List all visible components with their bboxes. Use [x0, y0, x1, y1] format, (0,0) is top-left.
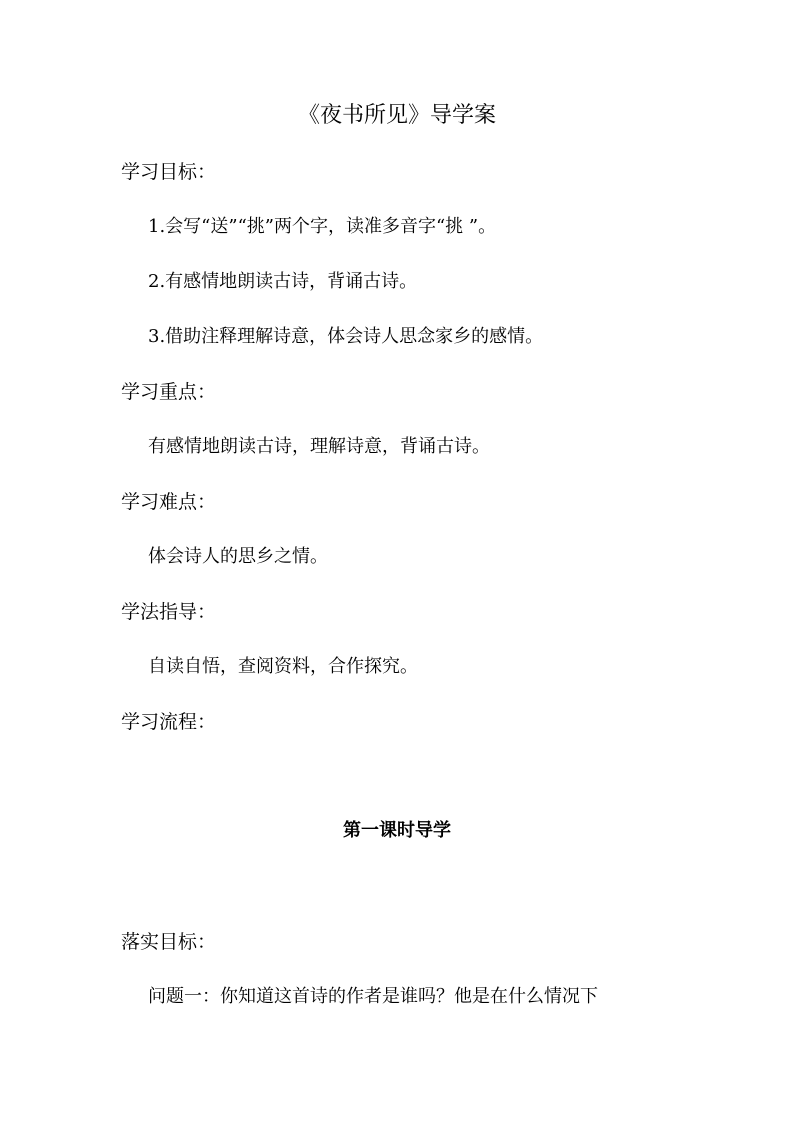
method-heading: 学法指导：: [121, 601, 217, 623]
objective-item-1: 1.会写“送”“挑”两个字，读准多音字“挑 ”。: [148, 216, 497, 237]
objective-item-3: 3.借助注释理解诗意，体会诗人思念家乡的感情。: [148, 326, 544, 347]
goal-heading: 落实目标：: [121, 931, 217, 953]
key-points-heading: 学习重点：: [121, 381, 217, 403]
process-heading: 学习流程：: [121, 711, 217, 733]
method-text: 自读自悟，查阅资料，合作探究。: [148, 656, 418, 677]
objective-item-2: 2.有感情地朗读古诗，背诵古诗。: [148, 271, 418, 292]
objectives-heading: 学习目标：: [121, 161, 217, 183]
difficulties-text: 体会诗人的思乡之情。: [148, 546, 328, 567]
lesson-title: 第一课时导学: [343, 820, 451, 841]
question-one-text: 问题一：你知道这首诗的作者是谁吗？他是在什么情况下: [148, 986, 598, 1007]
key-points-text: 有感情地朗读古诗，理解诗意，背诵古诗。: [148, 436, 490, 457]
difficulties-heading: 学习难点：: [121, 491, 217, 513]
document-title: 《夜书所见》导学案: [297, 103, 496, 128]
